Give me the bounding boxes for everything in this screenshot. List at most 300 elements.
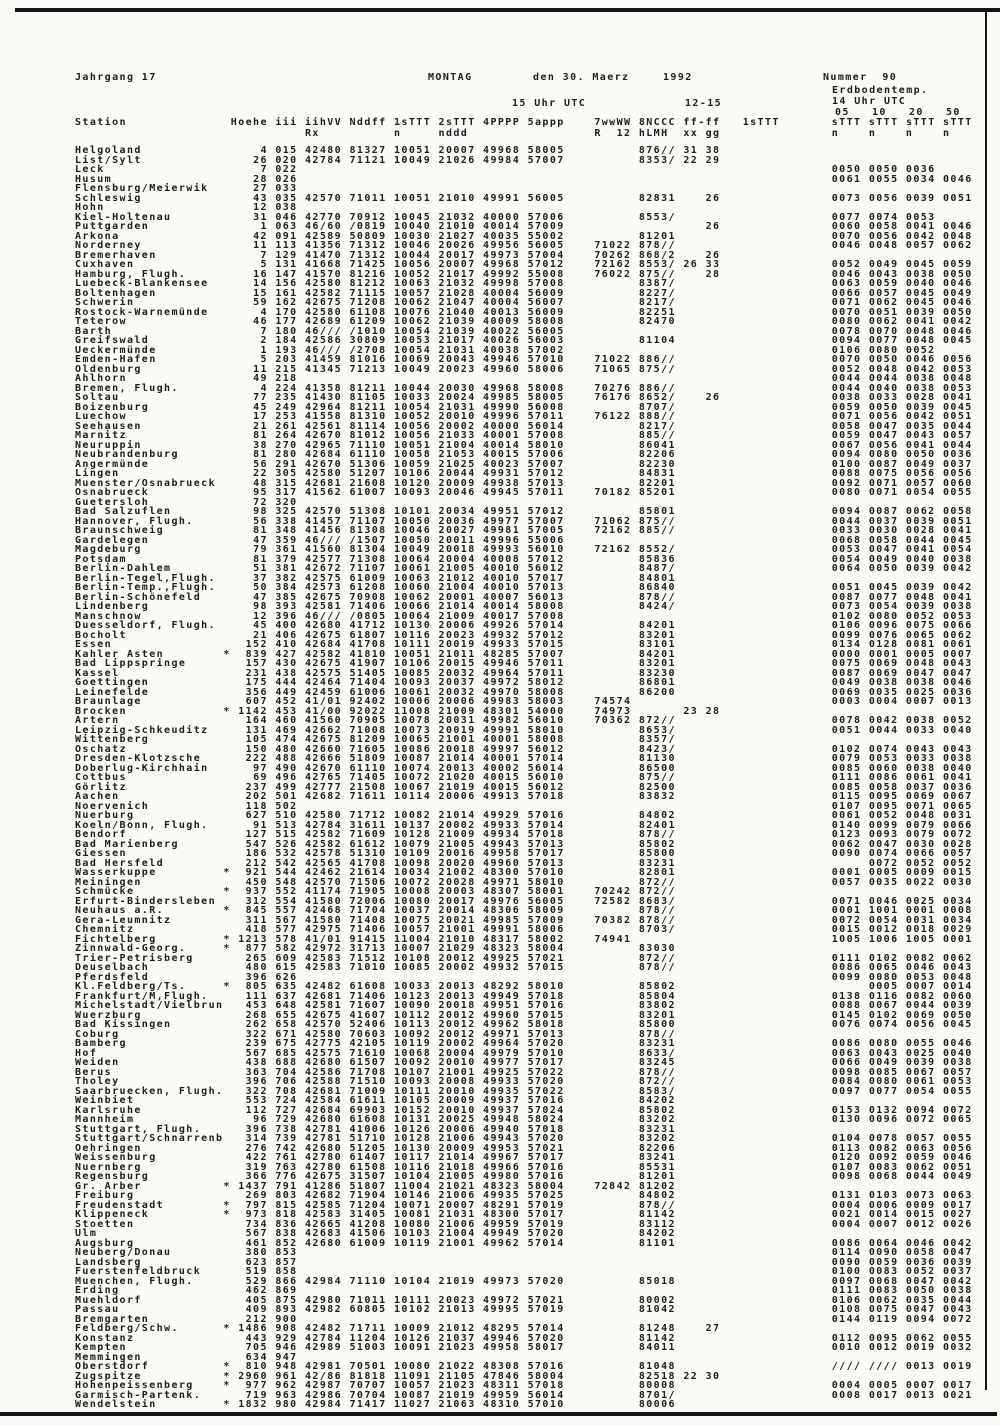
- station-name: Bremerhaven: [75, 249, 157, 261]
- station-name: Nuernberg: [75, 1161, 142, 1173]
- star-marker: [223, 175, 230, 185]
- station-name: Oberstdorf: [75, 1361, 150, 1372]
- star-marker: [223, 1296, 230, 1306]
- col-8nccc: 81101: [638, 1237, 676, 1249]
- col-soil-20: 0073: [905, 1190, 936, 1201]
- col-hoehe: 1142: [238, 705, 268, 717]
- col-2sttt: 21014: [438, 601, 476, 612]
- col-nddff: 81216: [349, 268, 387, 280]
- star-marker: [223, 745, 230, 755]
- col-1sttt: 10044: [394, 382, 432, 394]
- col-2sttt: 20037: [438, 677, 476, 688]
- star-marker: [223, 374, 230, 384]
- col-soil-10: 0128: [868, 639, 899, 650]
- col-hoehe: 79: [253, 544, 268, 555]
- col-ffff-xx: [683, 460, 705, 470]
- col-hoehe: 152: [245, 639, 268, 650]
- col-soil-05: 0064: [831, 563, 862, 574]
- col-8nccc: 8487/: [638, 563, 676, 574]
- col-1sttt: 10045: [394, 211, 432, 223]
- col-ffff-gg: [706, 1163, 728, 1173]
- station-name: Memmingen: [75, 1351, 142, 1363]
- col-soil-20: 0033: [905, 753, 936, 764]
- col-7wwww: [594, 146, 639, 156]
- col-iii: 035: [275, 192, 298, 204]
- col-ffff-gg: [706, 1400, 728, 1410]
- col-soil-20: 0045: [905, 259, 936, 270]
- col-soil-50: 0044: [943, 439, 973, 451]
- col-ffff-xx: [683, 1343, 705, 1353]
- station-name: Leipzig-Schkeuditz: [75, 724, 209, 736]
- col-soil-50: 0040: [943, 724, 973, 736]
- col-2sttt: 20032: [438, 667, 476, 679]
- col-soil-05: 0052: [831, 363, 862, 375]
- col-soil-20: 0048: [905, 591, 936, 603]
- col-7wwww: [594, 602, 639, 612]
- col-2sttt: 20010: [438, 1104, 476, 1116]
- col-hoehe: 46: [253, 316, 268, 327]
- col-nddff: 91415: [349, 933, 387, 945]
- col-hoehe: 118: [245, 800, 268, 812]
- col-soil-50: 0041: [943, 772, 973, 783]
- col-soil-50: 0037: [943, 458, 973, 470]
- col-soil-10: 0005: [868, 981, 899, 992]
- star-marker: [223, 536, 230, 546]
- star-marker: [223, 317, 230, 327]
- col-5appp: 56012: [527, 743, 565, 755]
- col-iii: 706: [275, 1076, 298, 1087]
- col-8nccc: 8423/: [638, 743, 676, 755]
- col-7wwww: [594, 1020, 639, 1030]
- col-soil-20: [906, 1400, 943, 1410]
- col-2sttt: 20004: [438, 553, 476, 565]
- col-2sttt: 20031: [438, 715, 476, 726]
- star-marker: [223, 1163, 230, 1173]
- col-2sttt: 21031: [438, 1209, 476, 1220]
- col-iihvv: 42583: [304, 1209, 343, 1220]
- col-8nccc: 84202: [638, 1228, 676, 1239]
- col-4pppp: 40014: [483, 221, 521, 232]
- col-iii: 838: [275, 1228, 298, 1239]
- col-1sttt: 10033: [394, 392, 432, 403]
- col-ffff-gg: [706, 773, 728, 783]
- table-row: [75, 697, 973, 707]
- col-1sttt: 10008: [394, 886, 432, 897]
- col-5appp: 57010: [527, 1399, 565, 1410]
- col-soil-50: 0043: [943, 658, 973, 669]
- col-4pppp: 49968: [483, 382, 521, 394]
- station-name: Wasserkuppe: [75, 867, 157, 878]
- col-ffff-gg: [706, 859, 728, 869]
- col-nddff: 81818: [349, 1370, 387, 1382]
- star-marker: [223, 1030, 230, 1040]
- col-7wwww: [594, 849, 639, 859]
- station-name: Kempten: [75, 1342, 127, 1353]
- col-iii: 577: [275, 924, 298, 935]
- col-8nccc: 85801: [638, 506, 676, 517]
- star-marker: *: [223, 867, 231, 878]
- col-ffff-xx: [683, 1077, 705, 1087]
- col-5appp: 54000: [527, 705, 565, 717]
- col-nddff: 52406: [349, 1019, 387, 1030]
- col-7wwww: [594, 735, 639, 745]
- col-1sttt: 10128: [394, 829, 432, 840]
- col-iihvv: 42780: [304, 1152, 343, 1163]
- col-iihvv: 41470: [304, 249, 343, 261]
- col-ffff-gg: [706, 1277, 728, 1287]
- col-iihvv: 42582: [304, 829, 343, 840]
- col-iihvv: [305, 1248, 350, 1258]
- col-4pppp: 49953: [483, 1142, 521, 1154]
- col-soil-20: 0067: [905, 1066, 936, 1078]
- col-1sttt: 11091: [394, 1370, 432, 1382]
- col-1sttt: 10066: [394, 601, 432, 612]
- col-soil-10: 0092: [868, 1152, 899, 1163]
- col-5appp: 57012: [527, 259, 565, 270]
- col-5appp: 57025: [527, 1190, 565, 1201]
- star-marker: [223, 1087, 230, 1097]
- column-header-main: [75, 118, 973, 128]
- station-name: Norderney: [75, 240, 142, 251]
- station-name: Lindenberg: [75, 601, 150, 612]
- col-nddff: 71312: [349, 240, 387, 251]
- col-4pppp: 49960: [483, 857, 521, 869]
- station-name: Helgoland: [75, 145, 142, 156]
- col-1sttt: 10106: [394, 658, 432, 669]
- station-name: Gera-Leumnitz: [75, 914, 172, 926]
- col-soil-50: 0053: [943, 610, 973, 622]
- col-7wwww: 72162: [594, 525, 632, 536]
- colhead-nddff: Nddff: [349, 117, 387, 128]
- col-iii: 315: [275, 477, 298, 489]
- col-ffff-gg: 28: [705, 268, 721, 280]
- col-iihvv: 42665: [304, 1218, 343, 1230]
- col-5appp: 58004: [527, 1370, 565, 1382]
- col-nddff: 71506: [349, 876, 387, 888]
- col-1sttt: 10080: [394, 1361, 432, 1372]
- col-soil-50: 0050: [943, 268, 973, 280]
- col-soil-05: 0097: [831, 1085, 862, 1097]
- col-soil-20: 0047: [905, 1275, 936, 1287]
- subhead-n-10: n: [868, 128, 877, 139]
- col-ffff-gg: [706, 232, 728, 242]
- col-8nccc: 872//: [638, 876, 676, 888]
- col-8nccc: 868/2: [638, 249, 676, 261]
- col-2sttt: 21063: [438, 1399, 476, 1410]
- col-4pppp: 49943: [483, 1133, 521, 1144]
- col-ffff-gg: [706, 555, 728, 565]
- col-iihvv: 41560: [304, 544, 343, 555]
- col-5appp: 58002: [527, 933, 565, 945]
- col-ffff-xx: [683, 745, 705, 755]
- col-7wwww: 71062: [594, 515, 632, 527]
- col-7wwww: [594, 1134, 639, 1144]
- col-8nccc: 83231: [638, 857, 676, 869]
- col-1sttt: 10082: [394, 810, 432, 821]
- col-ffff-gg: [706, 1191, 728, 1201]
- col-soil-20: 0037: [905, 781, 936, 793]
- col-soil-50: 0014: [943, 981, 973, 992]
- col-iii: 947: [275, 1351, 298, 1363]
- col-7wwww: 70382: [594, 914, 632, 926]
- col-1sttt: 10056: [394, 420, 432, 432]
- col-5appp: 56009: [527, 287, 565, 299]
- col-soil-10: 0102: [868, 1009, 899, 1021]
- col-8nccc: 8583/: [638, 1085, 676, 1097]
- col-8nccc: 81042: [638, 1304, 676, 1315]
- col-soil-50: 0032: [943, 1342, 973, 1353]
- col-5appp: 57011: [527, 658, 565, 669]
- col-1sttt: 10152: [394, 1104, 432, 1116]
- col-soil-10: 0049: [868, 553, 899, 565]
- col-7wwww: 76022: [594, 268, 632, 280]
- col-4pppp: 49991: [483, 924, 521, 935]
- station-name: Husum: [75, 173, 113, 185]
- col-nddff: 70912: [349, 211, 387, 223]
- col-soil-50: 0047: [943, 1247, 973, 1258]
- col-ffff-gg: [706, 840, 728, 850]
- col-7wwww: [594, 1258, 639, 1268]
- col-ffff-gg: [706, 1020, 728, 1030]
- col-nddff: 41208: [349, 1218, 387, 1230]
- col-iii: 675: [275, 1038, 298, 1049]
- masthead-date: den 30. Maerz: [533, 72, 630, 83]
- col-2sttt: 21012: [438, 1323, 476, 1334]
- col-8nccc: 8633/: [638, 1047, 676, 1059]
- col-2sttt: 21004: [438, 439, 476, 451]
- col-8nccc: 872//: [638, 1076, 676, 1087]
- col-8nccc: 8707/: [638, 401, 676, 413]
- col-soil-50: 0066: [943, 620, 973, 631]
- col-iii: 738: [275, 1123, 298, 1135]
- col-7wwww: [594, 1305, 639, 1315]
- col-2sttt: 20009: [438, 1095, 476, 1106]
- col-ffff-gg: 28: [705, 705, 721, 717]
- col-iihvv: 42780: [304, 1161, 343, 1173]
- col-nddff: 81327: [349, 145, 387, 156]
- col-7wwww: [594, 213, 639, 223]
- col-iii: 170: [275, 306, 298, 318]
- col-ffff-xx: [683, 1305, 705, 1315]
- col-soil-05: 0097: [831, 1275, 862, 1287]
- col-ffff-xx: [683, 203, 705, 213]
- col-1sttt: 10111: [394, 1294, 432, 1306]
- col-soil-05: 0094: [831, 449, 862, 460]
- station-name: Teterow: [75, 316, 127, 327]
- col-hoehe: 45: [253, 401, 268, 413]
- station-name: Berlin-Dahlem: [75, 563, 172, 574]
- col-ffff-gg: [706, 1267, 728, 1277]
- colhead-iihvv: iihVV: [304, 117, 343, 128]
- col-1sttt: 10102: [394, 1304, 432, 1315]
- col-ffff-gg: [706, 944, 728, 954]
- col-soil-10: 0035: [868, 876, 899, 888]
- col-iii: 582: [275, 943, 298, 954]
- col-5appp: 56007: [527, 297, 565, 308]
- col-soil-50: 0055: [943, 1332, 973, 1344]
- star-marker: *: [223, 1209, 231, 1220]
- col-hoehe: 1213: [238, 933, 268, 945]
- col-hoehe: 42: [253, 230, 268, 242]
- col-ffff-xx: [683, 593, 705, 603]
- col-5appp: 58009: [527, 905, 565, 916]
- col-nddff: 61612: [349, 838, 387, 850]
- col-soil-10: 0078: [868, 1133, 899, 1144]
- col-ffff-gg: [706, 735, 728, 745]
- col-ffff-xx: [683, 1267, 705, 1277]
- col-ffff-xx: [683, 954, 705, 964]
- col-4pppp: 49949: [483, 990, 521, 1002]
- col-ffff-gg: [706, 517, 728, 527]
- col-hoehe: 805: [245, 981, 268, 992]
- col-5appp: [528, 1258, 573, 1268]
- col-4pppp: 40000: [483, 420, 521, 432]
- col-ffff-xx: [683, 450, 705, 460]
- soil-depth-20: 20: [909, 107, 924, 118]
- col-iihvv: 42586: [304, 1066, 343, 1078]
- col-8nccc: 8653/: [638, 724, 676, 736]
- col-4pppp: 48300: [483, 1209, 521, 1220]
- col-iihvv: 46///: [304, 325, 343, 337]
- col-soil-10: 0047: [868, 430, 899, 441]
- col-soil-20: 0015: [905, 1209, 936, 1220]
- col-soil-05: 0145: [831, 1009, 862, 1021]
- soil-depth-10: 10: [872, 107, 887, 118]
- col-soil-20: 0057: [905, 477, 936, 489]
- table-row: [75, 1020, 973, 1030]
- col-iii: 480: [275, 743, 298, 755]
- col-1sttt: 10060: [394, 582, 432, 593]
- col-1sttt: 10126: [394, 1123, 432, 1135]
- col-soil-20: 1005: [905, 933, 936, 945]
- col-iihvv: 42575: [304, 667, 343, 679]
- col-iii: 655: [275, 1009, 298, 1021]
- col-soil-05: 0080: [831, 316, 862, 327]
- col-ffff-gg: 27: [705, 1323, 721, 1334]
- col-soil-20: 0045: [905, 297, 936, 308]
- col-soil-50: 0034: [943, 895, 973, 907]
- col-4pppp: 48292: [483, 981, 521, 992]
- col-2sttt: 21006: [438, 1218, 476, 1230]
- column-header-sub: [75, 129, 973, 139]
- col-2sttt: 21009: [438, 610, 476, 622]
- col-nddff: 61508: [349, 1161, 387, 1173]
- col-hoehe: 11: [253, 363, 268, 375]
- col-1sttt: 10107: [394, 1066, 432, 1078]
- table-row: [75, 726, 973, 736]
- col-iihvv: 41558: [304, 411, 343, 422]
- col-iii: 803: [275, 1190, 298, 1201]
- col-5appp: 57010: [527, 867, 565, 878]
- col-soil-10: 0082: [868, 1142, 899, 1154]
- scan-border-right: [985, 10, 987, 1390]
- col-ffff-xx: [683, 213, 705, 223]
- col-2sttt: 21021: [438, 1180, 476, 1192]
- star-marker: [223, 450, 230, 460]
- col-soil-10: 0095: [868, 1332, 899, 1344]
- colhead-4pppp: 4PPPP: [483, 117, 521, 128]
- col-nddff: 81114: [349, 420, 387, 432]
- col-iii: 156: [275, 278, 298, 289]
- col-hoehe: 322: [245, 1085, 268, 1097]
- col-8nccc: 82831: [638, 192, 676, 204]
- col-hoehe: 231: [245, 667, 268, 679]
- col-2sttt: 21001: [438, 1066, 476, 1078]
- col-2sttt: 21019: [438, 1389, 476, 1401]
- col-soil-05: 0044: [831, 373, 862, 384]
- col-2sttt: 20043: [438, 354, 476, 365]
- col-8nccc: 81142: [638, 1209, 676, 1220]
- col-iii: 348: [275, 525, 298, 536]
- col-ffff-gg: [706, 469, 728, 479]
- station-name: Neubrandenburg: [75, 449, 179, 460]
- col-soil-05: 0044: [831, 515, 862, 527]
- col-4pppp: 49946: [483, 658, 521, 669]
- col-nddff: 70603: [349, 1028, 387, 1040]
- col-ffff-xx: [683, 830, 705, 840]
- col-2sttt: 21033: [438, 430, 476, 441]
- col-soil-10: 0054: [868, 914, 899, 926]
- col-8nccc: 81048: [638, 1361, 676, 1372]
- col-ffff-xx: [683, 1239, 705, 1249]
- col-iii: 015: [275, 145, 298, 156]
- col-iii: 544: [275, 867, 298, 878]
- col-5appp: 57017: [527, 572, 565, 584]
- col-soil-50: 0043: [943, 1304, 973, 1315]
- col-iihvv: 42570: [304, 192, 343, 204]
- col-4pppp: 48317: [483, 933, 521, 945]
- col-ffff-gg: [706, 792, 728, 802]
- col-soil-05: 0071: [831, 297, 862, 308]
- col-hoehe: 422: [245, 1152, 268, 1163]
- star-marker: *: [223, 933, 231, 945]
- col-soil-10: 0077: [868, 591, 899, 603]
- col-soil-50: 0060: [943, 990, 973, 1002]
- col-hoehe: 27: [253, 183, 268, 194]
- col-ffff-xx: 22: [683, 1370, 699, 1382]
- col-4pppp: 49977: [483, 1057, 521, 1068]
- col-ffff-gg: [706, 346, 728, 356]
- col-iihvv: 46/60: [304, 221, 343, 232]
- col-1sttt: [394, 165, 439, 175]
- col-soil-20: 0025: [905, 895, 936, 907]
- col-soil-10: 0080: [868, 610, 899, 622]
- col-soil-50: 0051: [943, 1161, 973, 1173]
- station-name: Aachen: [75, 791, 120, 802]
- col-ffff-gg: [706, 973, 728, 983]
- col-1sttt: 10106: [394, 468, 432, 479]
- col-8nccc: 80006: [638, 1399, 676, 1410]
- col-ffff-xx: [683, 1001, 705, 1011]
- col-hoehe: 396: [245, 971, 268, 983]
- scan-border-top: [15, 8, 1000, 12]
- col-4pppp: 49967: [483, 1152, 521, 1163]
- col-ffff-gg: 26: [705, 192, 721, 204]
- col-soil-05: 0073: [831, 601, 862, 612]
- table-row: [75, 1087, 973, 1097]
- col-soil-50: 0041: [943, 392, 973, 403]
- col-soil-20: 0046: [905, 962, 936, 973]
- station-name: Magdeburg: [75, 544, 142, 555]
- col-ffff-xx: [683, 735, 705, 745]
- col-iii: 396: [275, 610, 298, 622]
- col-8nccc: 878//: [638, 914, 676, 926]
- col-hoehe: 461: [245, 1237, 268, 1249]
- col-4pppp: 40023: [483, 458, 521, 470]
- col-5appp: 58001: [527, 886, 565, 897]
- col-soil-05: 0046: [831, 268, 862, 280]
- col-ffff-gg: [706, 441, 728, 451]
